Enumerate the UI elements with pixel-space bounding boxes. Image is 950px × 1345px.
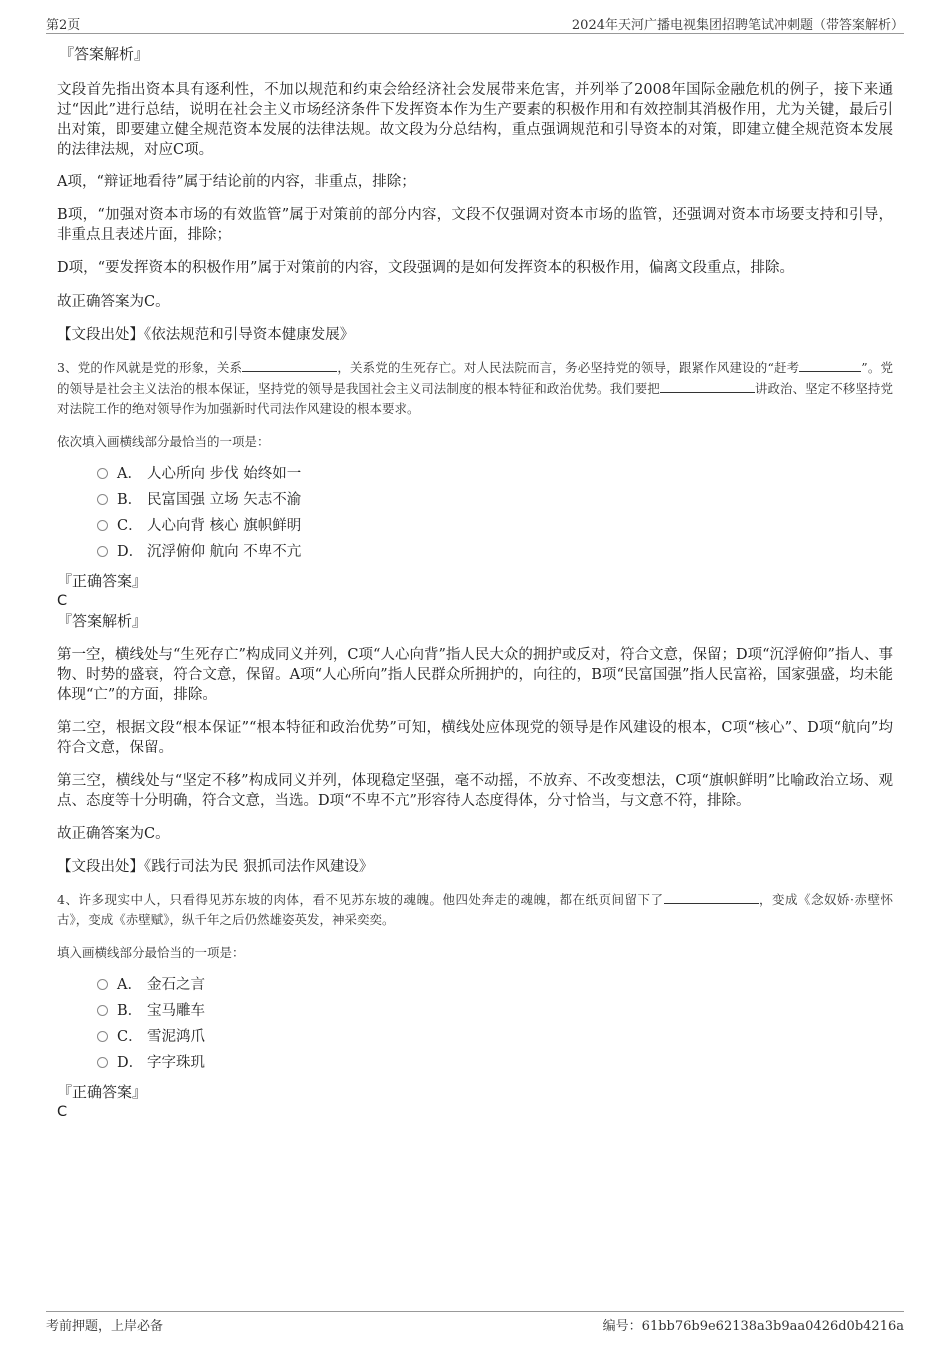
footer-slogan: 考前押题，上岸必备	[46, 1319, 164, 1334]
stem-part: ”。党的领导是社会主义法治的根本保证，坚持党的领导是我国社会主义司法制度的根本特征和政治优势。我们要把	[57, 360, 893, 396]
document-title: 2024年天河广播电视集团招聘笔试冲刺题（带答案解析）	[571, 18, 904, 33]
blank-line	[242, 357, 337, 372]
analysis-tag: 『答案解析』	[59, 45, 150, 63]
question-prompt: 依次填入画横线部分最恰当的一项是：	[57, 434, 270, 449]
option-letter: B．	[117, 1003, 143, 1019]
option-letter: C．	[117, 518, 143, 534]
option-text: 雪泥鸿爪	[147, 1029, 205, 1045]
blank-line	[799, 357, 861, 372]
option-b[interactable]	[97, 487, 893, 513]
analysis-paragraph: D项，“要发挥资本的积极作用”属于对策前的内容，文段强调的是如何发挥资本的积极作用，偏离文段重点，排除。	[57, 260, 794, 276]
radio-icon[interactable]	[97, 546, 108, 557]
option-d[interactable]	[97, 1050, 893, 1076]
analysis-paragraph: 第二空，根据文段“根本保证”“根本特征和政治优势”可知，横线处应体现党的领导是作风建设的根本，C项“核心”、D项“航向”均符合文意，保留。	[57, 720, 893, 756]
option-a[interactable]	[97, 461, 893, 487]
option-letter: D．	[117, 1055, 144, 1071]
page-header	[46, 13, 904, 34]
stem-part: 4、许多现实中人，只看得见苏东坡的肉体，看不见苏东坡的魂魄。他四处奔走的魂魄，都在纸页间留下了	[57, 892, 664, 907]
conclusion-text: 故正确答案为C。	[57, 294, 170, 310]
radio-icon[interactable]	[97, 520, 108, 531]
answer-tag: 『正确答案』	[57, 572, 148, 590]
radio-icon[interactable]	[97, 1057, 108, 1068]
correct-answer: C	[57, 1104, 68, 1120]
option-letter: B．	[117, 492, 143, 508]
option-text: 沉浮俯仰 航向 不卑不亢	[147, 544, 302, 560]
analysis-paragraph: B项，“加强对资本市场的有效监管”属于对策前的部分内容，文段不仅强调对资本市场的监管，还强调对资本市场要支持和引导，非重点且表述片面，排除；	[57, 207, 893, 243]
option-b[interactable]	[97, 998, 893, 1024]
stem-part: 3、党的作风就是党的形象，关系	[57, 360, 243, 375]
question-prompt: 填入画横线部分最恰当的一项是：	[57, 945, 245, 960]
options-list	[97, 972, 893, 1076]
option-letter: A．	[117, 977, 142, 993]
document-id: 编号：61bb76b9e62138a3b9aa0426d0b4216a	[602, 1319, 904, 1334]
option-letter: C．	[117, 1029, 143, 1045]
blank-line	[664, 889, 759, 904]
option-letter: D．	[117, 544, 144, 560]
page-footer	[46, 1311, 904, 1334]
source-citation: 【文段出处】《依法规范和引导资本健康发展》	[57, 327, 355, 343]
analysis-tag: 『答案解析』	[57, 612, 148, 630]
option-text: 字字珠玑	[147, 1055, 205, 1071]
option-text: 金石之言	[147, 977, 205, 993]
radio-icon[interactable]	[97, 1005, 108, 1016]
option-letter: A．	[117, 466, 142, 482]
options-list	[97, 461, 893, 565]
analysis-paragraph: A项，“辩证地看待”属于结论前的内容，非重点，排除；	[57, 174, 416, 190]
radio-icon[interactable]	[97, 979, 108, 990]
option-text: 民富国强 立场 矢志不渝	[147, 492, 302, 508]
analysis-paragraph: 第三空，横线处与“坚定不移”构成同义并列，体现稳定坚强，毫不动摇，不放弃、不改变想法，C项“旗帜鲜明”比喻政治立场、观点、态度等十分明确，符合文意，当选。D项“不卑不亢”形容待人态度得体，分寸恰当，与文意不符，排除。	[57, 773, 893, 809]
source-citation: 【文段出处】《践行司法为民 狠抓司法作风建设》	[57, 859, 374, 875]
stem-part: ，变成《念奴娇·赤壁怀古》，变成《赤壁赋》，纵千年之后仍然雄姿英发，神采奕奕。	[57, 892, 893, 927]
stem-part: ，关系党的生死存亡。对人民法院而言，务必坚持党的领导，跟紧作风建设的“赶考	[337, 360, 800, 375]
option-text: 人心所向 步伐 始终如一	[147, 466, 302, 482]
radio-icon[interactable]	[97, 468, 108, 479]
correct-answer: C	[57, 593, 68, 609]
question-stem	[57, 889, 893, 930]
option-c[interactable]	[97, 1024, 893, 1050]
radio-icon[interactable]	[97, 494, 108, 505]
analysis-paragraph: 第一空，横线处与“生死存亡”构成同义并列，C项“人心向背”指人民大众的拥护或反对，符合文意，保留；D项“沉浮俯仰”指人、事物、时势的盛衰，符合文意，保留。A项“人心所向”指人民群众所拥护的，向往的，B项“民富国强”指人民富裕，国家强盛，均未能体现“亡”的方面，排除。	[57, 647, 893, 703]
option-text: 宝马雕车	[147, 1003, 205, 1019]
radio-icon[interactable]	[97, 1031, 108, 1042]
page-number: 第2页	[46, 18, 81, 33]
conclusion-text: 故正确答案为C。	[57, 826, 170, 842]
blank-line	[660, 378, 755, 393]
analysis-paragraph: 文段首先指出资本具有逐利性，不加以规范和约束会给经济社会发展带来危害，并列举了2008年国际金融危机的例子，接下来通过“因此”进行总结，说明在社会主义市场经济条件下发挥资本作为生产要素的积极作用和有效控制其消极作用，尤为关键，最后引出对策，即要建立健全规范资本发展的法律法规。故文段为分总结构，重点强调规范和引导资本的对策，即建立健全规范资本发展的法律法规，对应C项。	[57, 82, 893, 158]
option-d[interactable]	[97, 539, 893, 565]
answer-tag: 『正确答案』	[57, 1083, 148, 1101]
question-stem	[57, 357, 893, 419]
option-text: 人心向背 核心 旗帜鲜明	[147, 518, 302, 534]
option-c[interactable]	[97, 513, 893, 539]
stem-part: 讲政治、坚定不移坚持党对法院工作的绝对领导作为加强新时代司法作风建设的根本要求。	[57, 381, 893, 416]
option-a[interactable]	[97, 972, 893, 998]
page-content	[57, 44, 893, 1122]
